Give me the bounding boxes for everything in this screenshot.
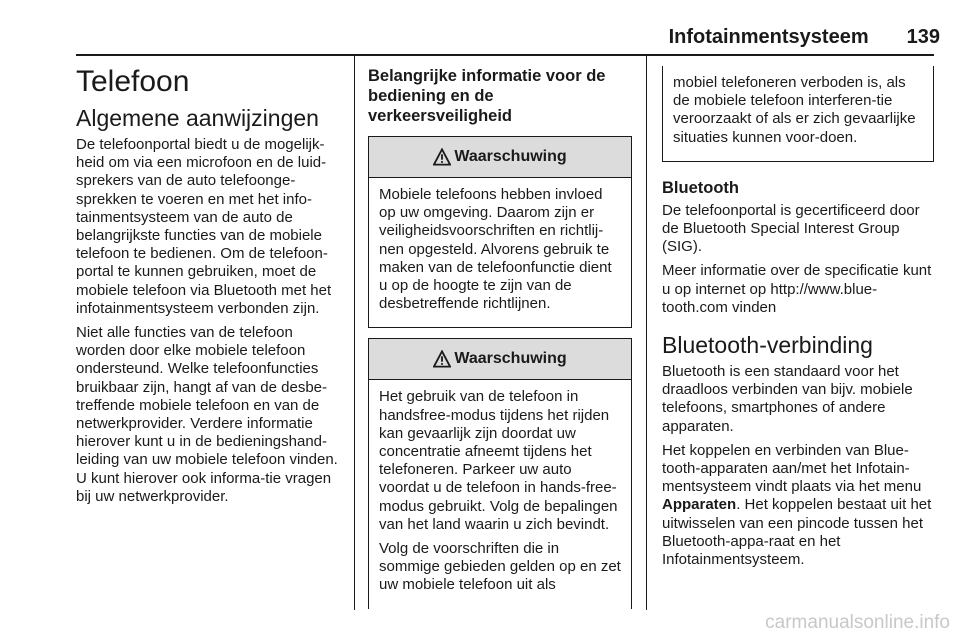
- warning-triangle-icon: [433, 350, 451, 368]
- column-3: [662, 56, 934, 575]
- column-2: [368, 56, 632, 609]
- warning-box-2: [368, 338, 632, 608]
- bluetooth-connection-heading: Bluetooth-verbinding: [662, 332, 873, 359]
- warning-title: Waarschuwing: [454, 350, 567, 368]
- warning-text: Mobiele telefoons hebben invloed op uw omgeving. Daarom zijn er veiligheidsvoorschriften en richtlij-nen opgesteld. Alvorens gebruik te maken van de telefoonfunctie dient u op de hoogte te zijn van de desbetreffende richtlijnen.: [379, 186, 612, 313]
- safety-heading: Belangrijke informatie voor de bediening en de verkeersveiligheid: [368, 67, 606, 125]
- page-number: 139: [906, 26, 940, 48]
- section-title: Infotainmentsysteem: [668, 26, 869, 48]
- paragraph-standard: Bluetooth is een standaard voor het draadloos verbinden van bijv. mobiele telefoons, smartphones of andere apparaten.: [662, 363, 913, 435]
- paragraph-certified: De telefoonportal is gecertificeerd door de Bluetooth Special Interest Group (SIG).: [662, 201, 920, 256]
- warning-title: Waarschuwing: [454, 148, 567, 165]
- chapter-title: Telefoon: [76, 65, 190, 98]
- warning-triangle-icon: [433, 148, 451, 166]
- column-divider-2: [646, 56, 647, 610]
- warning-box-continued: [662, 66, 934, 162]
- warning-text: Volg de voorschriften die in sommige gebieden gelden op en zet uw mobiele telefoon uit als: [379, 540, 621, 594]
- column-divider-1: [354, 56, 355, 610]
- section-subtitle: Algemene aanwijzingen: [76, 105, 319, 131]
- paragraph-functions: Niet alle functies van de telefoon worden door elke mobiele telefoon ondersteund. Welke telefoonfuncties bruikbaar zijn, hangt af van de desbe-treffende mobiele telefoon en van de netwerkprovider. Verdere informatie hierover kunt u in de bedieningshand-leiding van uw mobiele telefoon vinden. U kunt hierover ook informa-tie vragen bij uw netwerkprovider.: [76, 324, 338, 505]
- paragraph-specification: Meer informatie over de specificatie kunt u op internet op http://www.blue-tooth.com vinden: [662, 262, 932, 316]
- warning-text: Het gebruik van de telefoon in handsfree-modus tijdens het rijden kan gevaarlijk zijn doordat uw concentratie afneemt tijdens het telefoneren. Parkeer uw auto voordat u de telefoon in hands-free-modus gebruikt. Volg de bepalingen van het land waarin u zich bevindt.: [379, 388, 618, 533]
- paragraph-intro: De telefoonportal biedt u de mogelijk-heid om via een microfoon en de luid-sprekers van de auto telefoonge-sprekken te voeren en met het info-tainmentsysteem van de auto de belangrijkste functies van de mobiele telefoon te bedienen. Om de telefoon-portal te kunnen gebruiken, moet de mobiele telefoon via Bluetooth met het infotainmentsysteem verbonden zijn.: [76, 136, 332, 317]
- warning-box-1: [368, 136, 632, 328]
- warning-header: [369, 339, 631, 380]
- column-1: [76, 56, 344, 512]
- paragraph-pairing: Het koppelen en verbinden van Blue-tooth-apparaten aan/met het Infotain-mentsysteem vindt plaats via het menu Apparaten. Het koppelen bestaat uit het uitwisselen van een pincode tussen het Bluetooth-appa-raat en het Infotainmentsysteem.: [662, 441, 932, 569]
- warning-text: mobiel telefoneren verboden is, als de mobiele telefoon interferen-tie veroorzaakt of als er zich gevaarlijke situaties kunnen voor-doen.: [673, 74, 916, 146]
- watermark: carmanualsonline.info: [765, 612, 950, 633]
- warning-header: [369, 137, 631, 178]
- menu-name-apparaten: Apparaten: [662, 496, 737, 514]
- page-header: [640, 26, 940, 50]
- bluetooth-heading: Bluetooth: [662, 178, 739, 197]
